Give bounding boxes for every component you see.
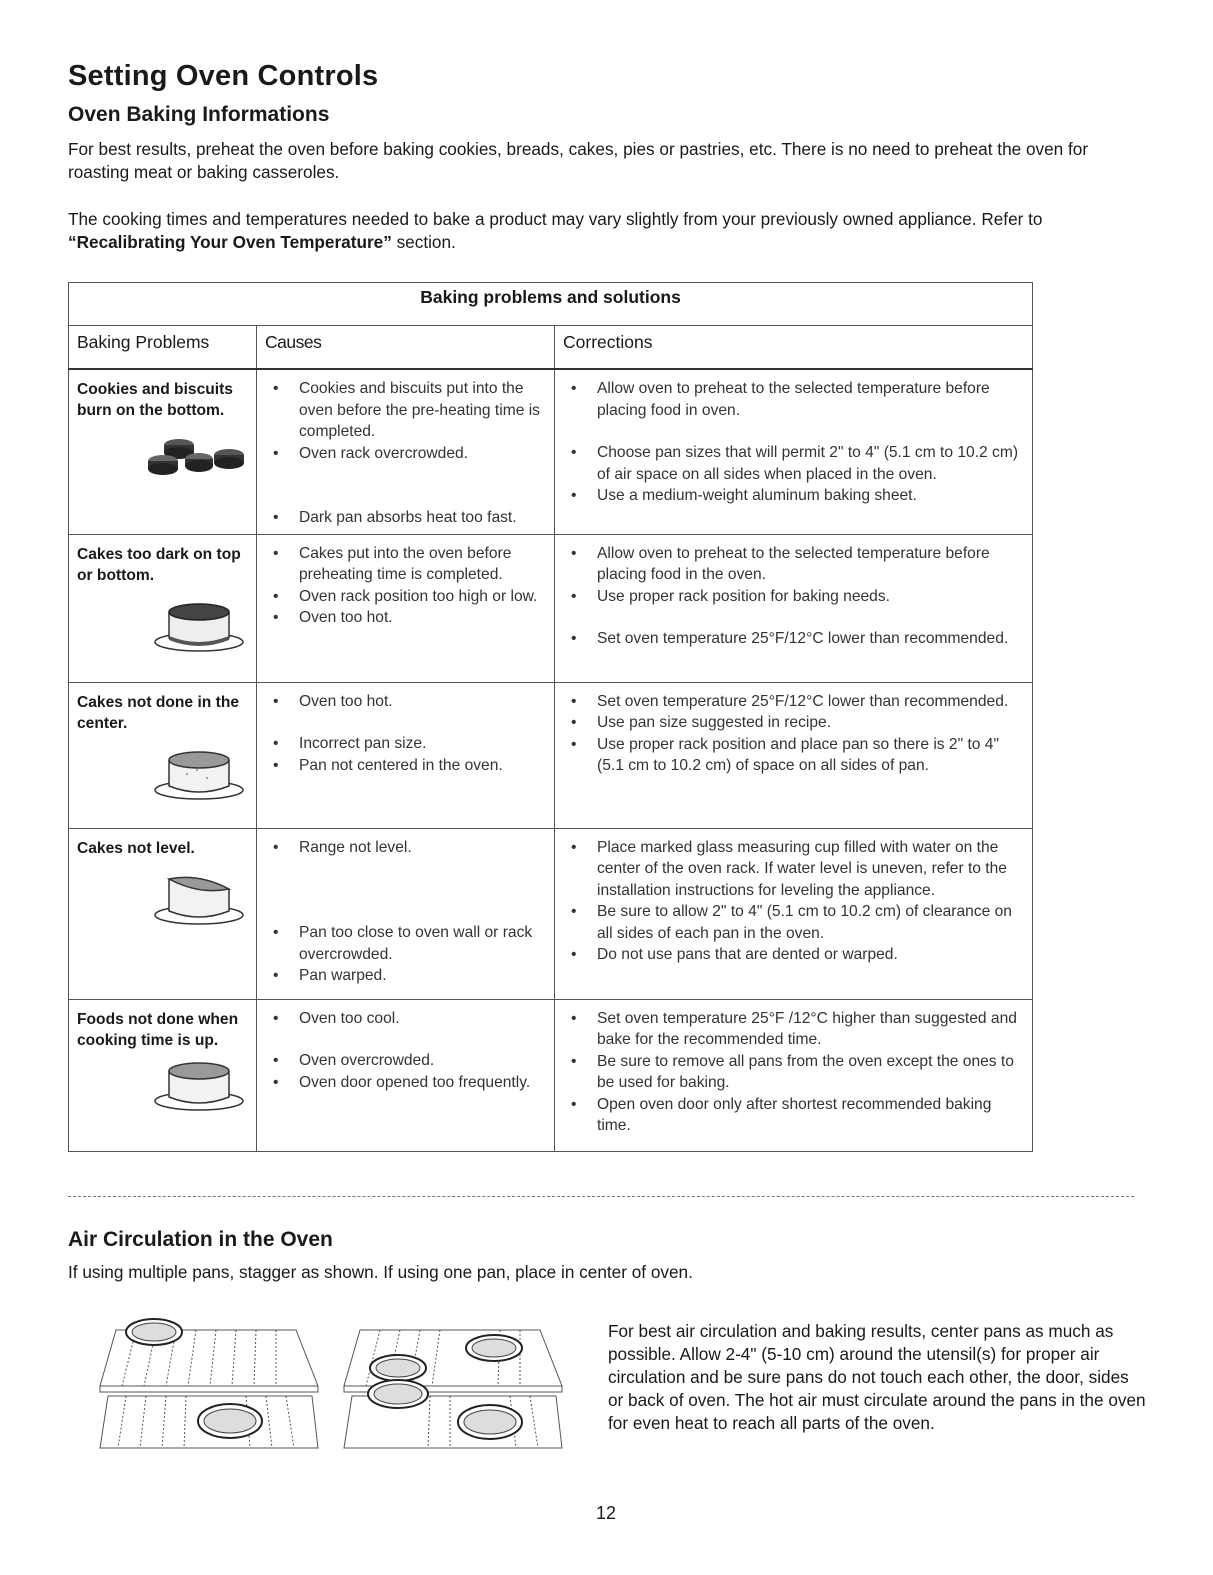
- cookies-icon: [143, 429, 251, 477]
- correction-item: • Use a medium-weight aluminum baking sheet.: [559, 485, 1028, 507]
- correction-item: • Be sure to allow 2" to 4" (5.1 cm to 10.2 cm) of clearance on all sides of each pan in the oven.: [559, 901, 1028, 944]
- intro-paragraph-2: [68, 208, 1148, 254]
- causes-cell: [257, 534, 555, 682]
- oven-rack-two-pans-illustration: [96, 1316, 324, 1458]
- air-circulation-title: Air Circulation in the Oven: [68, 1228, 333, 1251]
- correction-item: • Choose pan sizes that will permit 2" to 4" (5.1 cm to 10.2 cm) of air space on all sides when placed in the oven.: [559, 442, 1028, 485]
- correction-item: • Be sure to remove all pans from the oven except the ones to be used for baking.: [559, 1051, 1028, 1094]
- baking-problems-table: [68, 282, 1033, 1152]
- table-row: [69, 682, 1033, 828]
- problem-label: Cakes not level.: [77, 839, 195, 857]
- causes-cell: [257, 828, 555, 999]
- problem-cell: [69, 682, 257, 828]
- oven-rack-four-pans-illustration: [340, 1316, 568, 1458]
- cause-item: • Pan too close to oven wall or rack overcrowded.: [261, 922, 550, 965]
- correction-item: • Use proper rack position for baking needs.: [559, 586, 1028, 608]
- corrections-cell: [555, 828, 1033, 999]
- corrections-cell: [555, 999, 1033, 1151]
- causes-cell: [257, 682, 555, 828]
- cause-item: • Oven door opened too frequently.: [261, 1072, 550, 1094]
- cause-item: • Oven too hot.: [261, 607, 550, 629]
- causes-cell: [257, 999, 555, 1151]
- corrections-cell: [555, 534, 1033, 682]
- cause-item: • Oven rack overcrowded.: [261, 443, 550, 465]
- cause-item: • Pan warped.: [261, 965, 550, 987]
- problem-cell: [69, 999, 257, 1151]
- intro-paragraph-1: For best results, preheat the oven before baking cookies, breads, cakes, pies or pastries, etc. There is no need to preheat the oven for roasting meat or baking casseroles.: [68, 139, 1089, 182]
- page-title: Setting Oven Controls: [68, 60, 379, 92]
- cause-item: • Oven overcrowded.: [261, 1050, 550, 1072]
- correction-item: • Use pan size suggested in recipe.: [559, 712, 1028, 734]
- problem-label: Cookies and biscuits burn on the bottom.: [77, 381, 233, 419]
- cause-item: • Oven too hot.: [261, 691, 550, 713]
- correction-item: • Set oven temperature 25°F /12°C higher than suggested and bake for the recommended time.: [559, 1008, 1028, 1051]
- cake-icon: [147, 1057, 247, 1113]
- problem-label: Cakes too dark on top or bottom.: [77, 545, 241, 584]
- cause-item: • Pan not centered in the oven.: [261, 755, 550, 777]
- air-circulation-text: If using multiple pans, stagger as shown. If using one pan, place in center of oven.: [68, 1262, 693, 1282]
- causes-cell: [257, 369, 555, 534]
- cause-item: • Range not level.: [261, 837, 550, 859]
- problem-label: Foods not done when cooking time is up.: [77, 1010, 239, 1049]
- header-causes: Causes: [257, 326, 555, 370]
- correction-item: • Set oven temperature 25°F/12°C lower than recommended.: [559, 628, 1028, 650]
- cause-item: • Incorrect pan size.: [261, 733, 550, 755]
- corrections-cell: [555, 682, 1033, 828]
- air-circulation-description: For best air circulation and baking results, center pans as much as possible. Allow 2-4" (5-10 cm) around the utensil(s) for proper air circulation and be sure pans do not touch each other, the door, sides or back of oven. The hot air must circulate around the pans in the oven for even heat to reach all parts of the oven.: [608, 1321, 1146, 1433]
- correction-item: • Set oven temperature 25°F/12°C lower than recommended.: [559, 691, 1028, 713]
- correction-item: • Allow oven to preheat to the selected temperature before placing food in oven.: [559, 378, 1028, 421]
- correction-item: • Use proper rack position and place pan so there is 2" to 4" (5.1 cm to 10.2 cm) of space on all sides of pan.: [559, 734, 1028, 777]
- problem-label: Cakes not done in the center.: [77, 693, 240, 732]
- cake-icon: [147, 598, 247, 654]
- section-divider: [68, 1196, 1134, 1197]
- correction-item: • Place marked glass measuring cup filled with water on the center of the oven rack. If water level is uneven, refer to the installation instructions for leveling the appliance.: [559, 837, 1028, 902]
- table-row: [69, 828, 1033, 999]
- problem-cell: [69, 534, 257, 682]
- tilted-cake-icon: [147, 871, 247, 927]
- correction-item: • Allow oven to preheat to the selected temperature before placing food in the oven.: [559, 543, 1028, 586]
- cause-item: • Oven rack position too high or low.: [261, 586, 550, 608]
- cause-item: • Cakes put into the oven before preheating time is completed.: [261, 543, 550, 586]
- table-row: [69, 999, 1033, 1151]
- cause-item: • Oven too cool.: [261, 1008, 550, 1030]
- cake-icon: [147, 746, 247, 802]
- table-title: Baking problems and solutions: [69, 283, 1033, 326]
- recalibrating-reference: “Recalibrating Your Oven Temperature”: [68, 232, 392, 252]
- section-title: Oven Baking Informations: [68, 103, 330, 126]
- header-baking-problems: Baking Problems: [69, 326, 257, 370]
- intro-text-start: The cooking times and temperatures needed to bake a product may vary slightly from your previously owned appliance. Refer to: [68, 209, 1043, 229]
- cause-item: • Cookies and biscuits put into the oven before the pre-heating time is completed.: [261, 378, 550, 443]
- corrections-cell: [555, 369, 1033, 534]
- problem-cell: [69, 828, 257, 999]
- page-number: 12: [596, 1503, 617, 1523]
- table-row: [69, 369, 1033, 534]
- correction-item: • Do not use pans that are dented or warped.: [559, 944, 1028, 966]
- correction-item: • Open oven door only after shortest recommended baking time.: [559, 1094, 1028, 1137]
- intro-text-end: section.: [391, 232, 456, 252]
- header-corrections: Corrections: [555, 326, 1033, 370]
- cause-item: • Dark pan absorbs heat too fast.: [261, 507, 550, 529]
- problem-cell: [69, 369, 257, 534]
- table-row: [69, 534, 1033, 682]
